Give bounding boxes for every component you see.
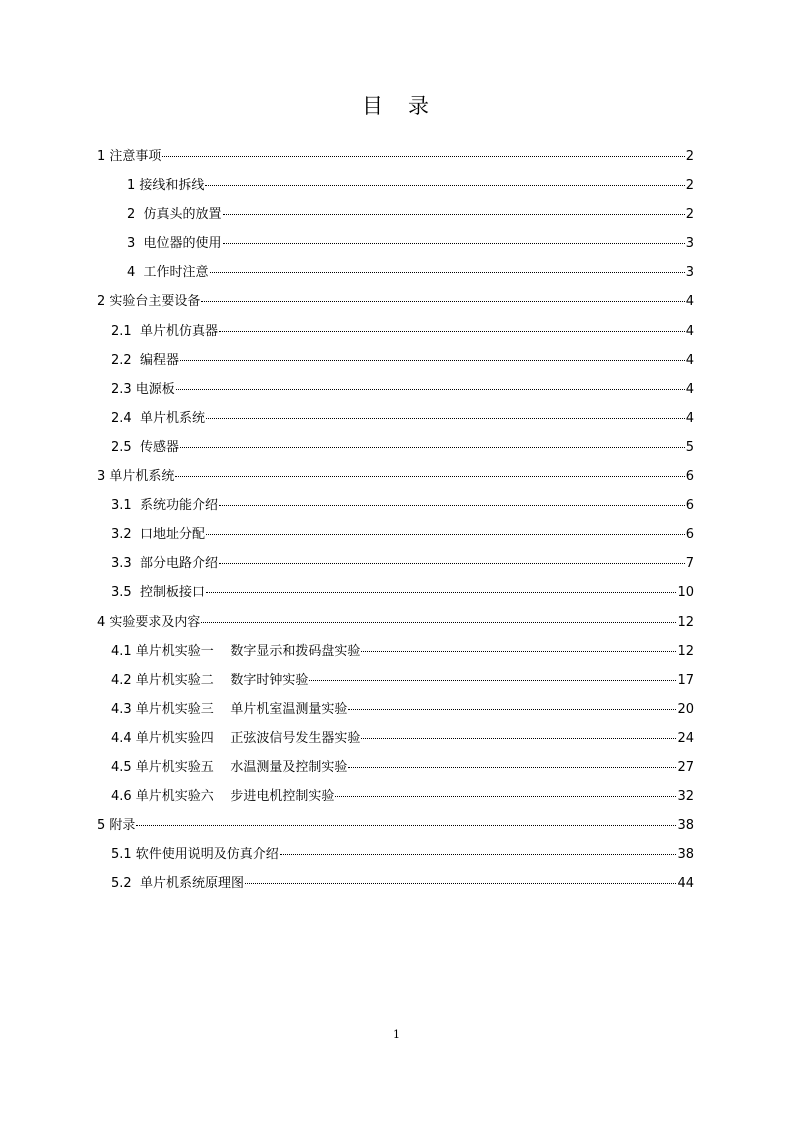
toc-dot-leader xyxy=(206,418,685,419)
toc-dot-leader xyxy=(210,272,685,273)
toc-entry-label: 2.1 单片机仿真器 xyxy=(111,323,218,339)
table-of-contents xyxy=(97,146,694,902)
toc-entry-label: 4.6 单片机实验六 步进电机控制实验 xyxy=(111,789,335,805)
toc-entry[interactable] xyxy=(97,728,694,757)
toc-entry-page: 4 xyxy=(685,294,694,310)
toc-dot-leader xyxy=(309,680,676,681)
toc-entry-page: 3 xyxy=(685,265,694,281)
toc-entry[interactable] xyxy=(97,291,694,320)
toc-dot-leader xyxy=(223,243,685,244)
toc-entry-page: 7 xyxy=(685,556,694,572)
toc-entry-page: 5 xyxy=(685,439,694,455)
toc-entry-label: 5.1 软件使用说明及仿真介绍 xyxy=(111,847,279,863)
toc-entry[interactable] xyxy=(97,495,694,524)
toc-entry-page: 24 xyxy=(677,730,694,746)
toc-entry-label: 3 电位器的使用 xyxy=(127,236,222,252)
toc-entry-page: 27 xyxy=(677,759,694,775)
toc-entry-label: 2.3 电源板 xyxy=(111,381,175,397)
toc-entry[interactable] xyxy=(97,524,694,553)
toc-entry-page: 17 xyxy=(677,672,694,688)
toc-entry-label: 4.1 单片机实验一 数字显示和拨码盘实验 xyxy=(111,643,361,659)
toc-entry-label: 4.2 单片机实验二 数字时钟实验 xyxy=(111,672,309,688)
toc-entry-label: 3.1 系统功能介绍 xyxy=(111,498,218,514)
toc-dot-leader xyxy=(223,214,685,215)
toc-entry[interactable] xyxy=(97,321,694,350)
toc-entry[interactable] xyxy=(97,175,694,204)
toc-entry-label: 5 附录 xyxy=(97,818,136,834)
toc-entry-page: 2 xyxy=(685,207,694,223)
toc-entry[interactable] xyxy=(97,786,694,815)
toc-dot-leader xyxy=(180,360,685,361)
toc-dot-leader xyxy=(280,854,677,855)
toc-entry-page: 4 xyxy=(685,381,694,397)
toc-dot-leader xyxy=(245,883,677,884)
toc-dot-leader xyxy=(219,505,685,506)
page-number: 1 xyxy=(393,1028,400,1041)
toc-entry-label: 4 实验要求及内容 xyxy=(97,614,201,630)
toc-dot-leader xyxy=(180,447,685,448)
toc-entry-page: 12 xyxy=(677,643,694,659)
toc-title: 目 录 xyxy=(362,94,431,118)
toc-entry[interactable] xyxy=(97,815,694,844)
toc-entry-label: 1 注意事项 xyxy=(97,149,162,164)
toc-entry-page: 6 xyxy=(685,469,694,485)
toc-entry[interactable] xyxy=(97,408,694,437)
toc-entry-page: 4 xyxy=(685,410,694,426)
toc-entry[interactable] xyxy=(97,844,694,873)
toc-dot-leader xyxy=(136,825,676,826)
toc-entry-page: 6 xyxy=(685,498,694,514)
toc-dot-leader xyxy=(219,563,685,564)
toc-entry-page: 4 xyxy=(685,352,694,368)
toc-entry[interactable] xyxy=(97,553,694,582)
toc-entry-page: 12 xyxy=(677,614,694,630)
toc-entry[interactable] xyxy=(97,670,694,699)
toc-entry[interactable] xyxy=(97,757,694,786)
toc-entry-label: 2.4 单片机系统 xyxy=(111,410,205,426)
toc-entry-label: 4 工作时注意 xyxy=(127,265,209,281)
toc-entry[interactable] xyxy=(97,699,694,728)
toc-dot-leader xyxy=(205,185,684,186)
toc-dot-leader xyxy=(361,651,676,652)
toc-entry-page: 38 xyxy=(677,847,694,863)
toc-entry-page: 6 xyxy=(685,527,694,543)
toc-entry-label: 4.4 单片机实验四 正弦波信号发生器实验 xyxy=(111,730,361,746)
toc-entry[interactable] xyxy=(97,641,694,670)
toc-dot-leader xyxy=(348,709,676,710)
toc-entry-label: 3.2 口地址分配 xyxy=(111,527,205,543)
toc-entry[interactable] xyxy=(97,350,694,379)
toc-entry-label: 3.3 部分电路介绍 xyxy=(111,556,218,572)
toc-dot-leader xyxy=(201,622,676,623)
toc-entry-page: 10 xyxy=(677,585,694,601)
toc-entry-label: 2 实验台主要设备 xyxy=(97,294,201,310)
toc-entry-page: 20 xyxy=(677,701,694,717)
toc-entry-page: 3 xyxy=(685,236,694,252)
toc-entry-page: 32 xyxy=(677,789,694,805)
toc-entry[interactable] xyxy=(97,437,694,466)
toc-entry-label: 3.5 控制板接口 xyxy=(111,585,205,601)
toc-entry[interactable] xyxy=(97,582,694,611)
toc-dot-leader xyxy=(175,476,684,477)
toc-dot-leader xyxy=(206,534,685,535)
toc-entry-label: 1 接线和拆线 xyxy=(127,178,205,194)
toc-entry-page: 38 xyxy=(677,818,694,834)
toc-entry-label: 2.2 编程器 xyxy=(111,352,179,368)
toc-entry-page: 4 xyxy=(685,323,694,339)
toc-dot-leader xyxy=(201,301,684,302)
toc-entry-label: 2.5 传感器 xyxy=(111,439,179,455)
toc-entry-label: 4.5 单片机实验五 水温测量及控制实验 xyxy=(111,759,348,775)
toc-entry-label: 3 单片机系统 xyxy=(97,469,175,485)
toc-entry[interactable] xyxy=(97,379,694,408)
toc-entry[interactable] xyxy=(97,233,694,262)
toc-dot-leader xyxy=(162,156,684,157)
toc-dot-leader xyxy=(335,796,676,797)
toc-dot-leader xyxy=(348,767,676,768)
toc-dot-leader xyxy=(219,331,685,332)
toc-entry-label: 4.3 单片机实验三 单片机室温测量实验 xyxy=(111,701,348,717)
toc-entry[interactable] xyxy=(97,262,694,291)
toc-entry[interactable] xyxy=(97,873,694,902)
toc-dot-leader xyxy=(206,592,677,593)
toc-entry[interactable] xyxy=(97,612,694,641)
toc-dot-leader xyxy=(176,389,685,390)
toc-entry-page: 2 xyxy=(685,149,694,164)
toc-entry-page: 44 xyxy=(677,876,694,892)
toc-entry-label: 2 仿真头的放置 xyxy=(127,207,222,223)
toc-entry[interactable] xyxy=(97,466,694,495)
toc-dot-leader xyxy=(361,738,676,739)
toc-entry-label: 5.2 单片机系统原理图 xyxy=(111,876,244,892)
toc-entry-page: 2 xyxy=(685,178,694,194)
toc-entry[interactable] xyxy=(97,146,694,175)
toc-entry[interactable] xyxy=(97,204,694,233)
